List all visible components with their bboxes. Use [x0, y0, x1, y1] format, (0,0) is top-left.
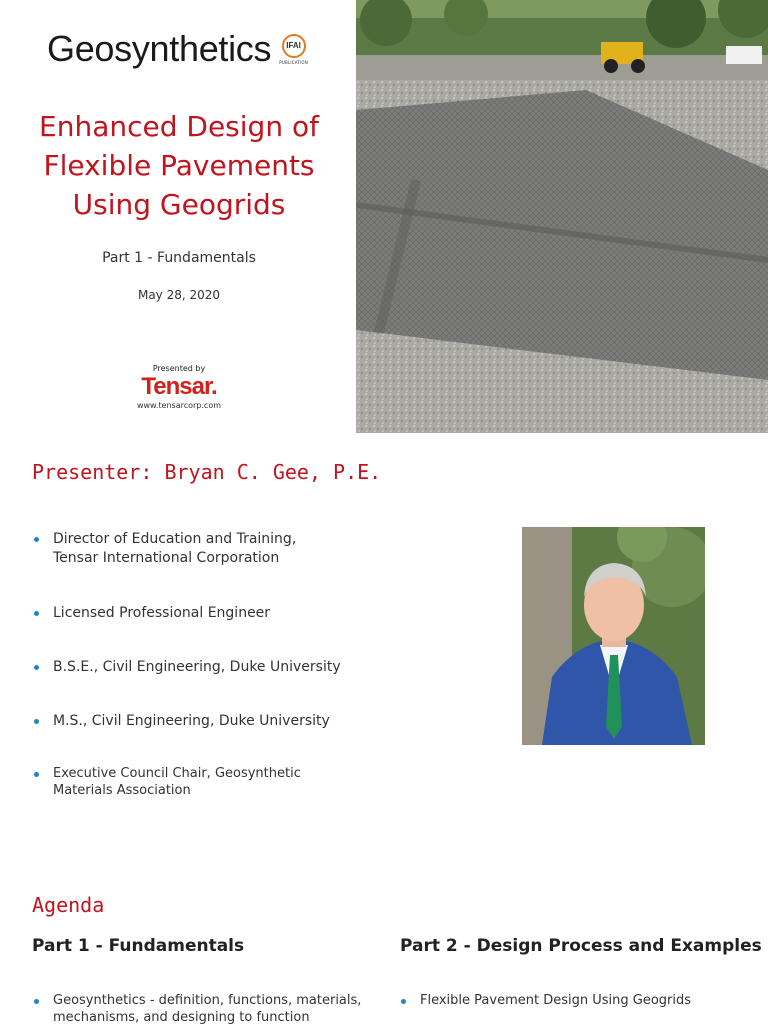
- brand-header: [47, 28, 308, 70]
- ifai-logo-subtext: PUBLICATION: [279, 59, 308, 65]
- list-item-line: B.S.E., Civil Engineering, Duke University: [53, 659, 341, 675]
- agenda-part1-heading: Part 1 - Fundamentals: [32, 936, 245, 956]
- title-line: Enhanced Design of: [39, 110, 319, 143]
- construction-site-photo: [356, 0, 768, 433]
- title-line: Flexible Pavements: [43, 149, 315, 182]
- agenda-slide: [0, 853, 768, 1024]
- tensar-url: www.tensarcorp.com: [136, 401, 222, 410]
- list-item: [34, 992, 384, 1024]
- bullet-icon: [34, 537, 39, 542]
- presentation-title: [0, 107, 358, 224]
- list-item-line: Geosynthetics - definition, functions, materials,: [53, 993, 362, 1008]
- ifai-logo-text: IFAI: [282, 34, 306, 58]
- list-item: [34, 765, 364, 799]
- list-item: [34, 712, 364, 731]
- list-item-line: M.S., Civil Engineering, Duke University: [53, 713, 330, 729]
- presenter-slide: [0, 433, 768, 853]
- list-item-line: Executive Council Chair, Geosynthetic: [53, 766, 301, 781]
- bullet-icon: [34, 611, 39, 616]
- presenter-heading: Presenter: Bryan C. Gee, P.E.: [32, 460, 382, 484]
- bullet-icon: [34, 772, 39, 777]
- list-item: [34, 530, 364, 568]
- bullet-icon: [34, 999, 39, 1004]
- bullet-icon: [34, 665, 39, 670]
- list-item-line: mechanisms, and designing to function: [53, 1010, 310, 1024]
- bullet-icon: [34, 719, 39, 724]
- list-item-line: Licensed Professional Engineer: [53, 605, 271, 621]
- construction-site-illustration: [356, 0, 768, 433]
- agenda-part2-heading: Part 2 - Design Process and Examples: [400, 936, 762, 956]
- list-item: [34, 604, 364, 623]
- presenter-portrait-photo: [522, 527, 705, 745]
- list-item-line: Tensar International Corporation: [53, 550, 280, 566]
- presented-by-label: Presented by: [152, 364, 206, 373]
- list-item: [34, 658, 364, 677]
- presentation-subtitle: Part 1 - Fundamentals: [102, 250, 256, 266]
- list-item-line: Materials Association: [53, 783, 191, 798]
- brand-name: Geosynthetics: [47, 28, 272, 69]
- list-item-line: Director of Education and Training,: [53, 531, 297, 547]
- title-slide-text-pane: [0, 0, 356, 433]
- title-line: Using Geogrids: [72, 188, 286, 221]
- presentation-date: May 28, 2020: [137, 288, 221, 302]
- list-item: [401, 992, 751, 1009]
- list-item-line: Flexible Pavement Design Using Geogrids: [420, 993, 692, 1008]
- tensar-logo: Tensar.: [141, 373, 217, 400]
- ifai-logo-icon: [279, 34, 308, 65]
- title-slide: [0, 0, 768, 433]
- bullet-icon: [401, 999, 406, 1004]
- agenda-heading: Agenda: [32, 893, 105, 917]
- portrait-illustration: [522, 527, 705, 745]
